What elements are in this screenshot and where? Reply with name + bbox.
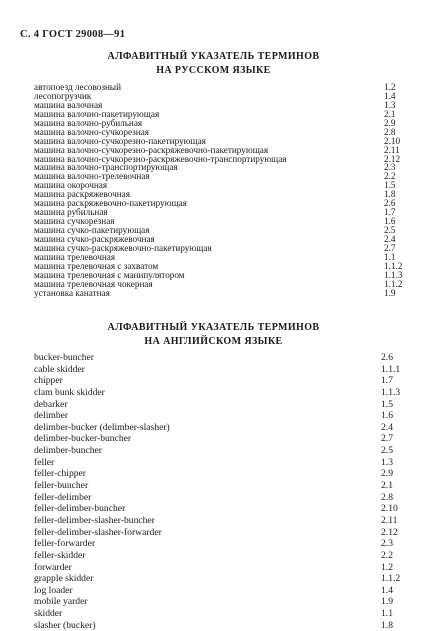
index-term: машина раскряжевочная xyxy=(34,189,130,200)
index-code: 1.8 xyxy=(381,619,393,631)
index-entry xyxy=(34,375,414,387)
index-entry xyxy=(34,562,414,574)
index-code: 2.11 xyxy=(381,514,398,526)
index-code: 2.11 xyxy=(384,144,400,155)
index-entry xyxy=(34,573,414,585)
index-term: машина трелевочная с манипулятором xyxy=(34,269,185,280)
index-entry xyxy=(34,596,414,608)
index-code: 1.1.1 xyxy=(381,363,401,375)
index-entry xyxy=(34,387,414,399)
index-term: машина сучкорезная xyxy=(34,216,115,227)
index-term: машина сучко-пакетирующая xyxy=(34,225,150,235)
index-code: 1.5 xyxy=(381,398,393,410)
index-code: 2.1 xyxy=(384,108,396,119)
index-term: машина валочно-рубильная xyxy=(34,117,143,128)
russian-index-title xyxy=(0,50,427,78)
index-code: 2.8 xyxy=(381,491,393,503)
index-entry xyxy=(34,468,414,480)
index-code: 1.4 xyxy=(384,90,396,101)
index-entry xyxy=(34,445,414,457)
index-code: 2.4 xyxy=(384,233,396,244)
index-entry xyxy=(34,364,414,376)
index-term: feller-delimber xyxy=(34,491,92,503)
english-index-list xyxy=(34,352,414,631)
index-term: машина окорочная xyxy=(34,180,108,191)
index-entry xyxy=(34,503,414,515)
index-entry xyxy=(34,399,414,411)
index-term: машина сучко-раскряжевочная xyxy=(34,233,155,244)
index-entry xyxy=(34,515,414,527)
index-term: feller-delimber-buncher xyxy=(34,503,126,515)
index-term: feller-delimber-slasher-buncher xyxy=(34,514,155,526)
index-term: машина валочно-транспортирующая xyxy=(34,162,178,173)
index-code: 1.6 xyxy=(381,410,393,422)
index-entry xyxy=(34,620,414,631)
index-code: 2.8 xyxy=(384,126,396,137)
index-term: машина сучко-раскряжевочно-пакетирующая xyxy=(34,242,212,253)
index-term: skidder xyxy=(34,608,63,620)
index-term: машина раскряжевочно-пакетирующая xyxy=(34,198,187,209)
index-code: 2.9 xyxy=(381,468,393,480)
index-term: машина валочная xyxy=(34,99,103,110)
index-code: 1.6 xyxy=(384,216,396,227)
index-term: машина трелевочная xyxy=(34,251,116,262)
index-code: 2.12 xyxy=(381,526,398,538)
index-entry xyxy=(34,492,414,504)
index-code: 2.5 xyxy=(384,225,396,235)
index-code: 1.1.3 xyxy=(381,386,401,398)
index-term: установка канатная xyxy=(34,287,110,298)
index-code: 1.2 xyxy=(384,82,396,92)
index-term: delimber xyxy=(34,410,69,422)
index-entry xyxy=(34,585,414,597)
index-term: delimber-buncher xyxy=(34,445,102,457)
index-entry xyxy=(34,352,414,364)
index-term: автопоезд лесовозный xyxy=(34,82,121,92)
index-code: 2.3 xyxy=(381,538,393,550)
russian-index-title-line1: АЛФАВИТНЫЙ УКАЗАТЕЛЬ ТЕРМИНОВ xyxy=(107,51,320,62)
index-entry xyxy=(34,433,414,445)
index-term: feller-skidder xyxy=(34,549,86,561)
index-term: feller-delimber-slasher-forwarder xyxy=(34,526,162,538)
index-code: 1.1 xyxy=(384,251,396,262)
index-term: лесопогрузчик xyxy=(34,90,92,101)
index-entry xyxy=(34,550,414,562)
index-code: 2.1 xyxy=(381,480,393,492)
index-term: debarker xyxy=(34,398,68,410)
index-term: машина валочно-сучкорезная xyxy=(34,126,150,137)
index-term: forwarder xyxy=(34,561,72,573)
index-term: feller-buncher xyxy=(34,480,89,492)
index-code: 2.10 xyxy=(384,135,401,146)
index-code: 1.7 xyxy=(381,375,393,387)
index-code: 2.4 xyxy=(381,421,393,433)
russian-index-title-line2: НА РУССКОМ ЯЗЫКЕ xyxy=(156,65,271,76)
index-term: mobile yarder xyxy=(34,596,88,608)
index-term: slasher (bucker) xyxy=(34,619,96,631)
index-code: 1.1.3 xyxy=(384,269,403,280)
index-code: 2.9 xyxy=(384,117,396,128)
russian-index-list xyxy=(34,83,414,298)
index-code: 1.9 xyxy=(381,596,393,608)
index-entry xyxy=(34,422,414,434)
index-term: машина рубильная xyxy=(34,207,108,218)
index-entry xyxy=(34,527,414,539)
index-term: grapple skidder xyxy=(34,573,94,585)
index-term: delimber-bucker (delimber-slasher) xyxy=(34,421,170,433)
index-code: 2.3 xyxy=(384,162,396,173)
index-term: bucker-buncher xyxy=(34,352,95,363)
index-code: 1.7 xyxy=(384,207,396,218)
index-term: машина трелевочная чокерная xyxy=(34,278,153,289)
index-code: 1.5 xyxy=(384,180,396,191)
index-entry xyxy=(34,289,414,298)
index-entry xyxy=(34,480,414,492)
index-entry xyxy=(34,457,414,469)
index-code: 2.6 xyxy=(381,352,393,363)
index-code: 2.12 xyxy=(384,153,401,164)
index-code: 1.1 xyxy=(381,608,393,620)
english-index-title-line1: АЛФАВИТНЫЙ УКАЗАТЕЛЬ ТЕРМИНОВ xyxy=(107,322,320,333)
index-term: машина валочно-трелевочная xyxy=(34,171,150,182)
index-entry xyxy=(34,83,414,92)
index-term: машина трелевочная с захватом xyxy=(34,260,159,271)
english-index-title-line2: НА АНГЛИЙСКОМ ЯЗЫКЕ xyxy=(144,336,283,347)
index-code: 1.4 xyxy=(381,584,393,596)
index-term: машина валочно-сучкорезно-раскряжевочно-пакетирующая xyxy=(34,144,269,155)
index-code: 1.9 xyxy=(384,287,396,298)
index-term: log loader xyxy=(34,584,73,596)
index-term: chipper xyxy=(34,375,63,387)
index-term: cable skidder xyxy=(34,363,85,375)
index-code: 2.7 xyxy=(384,242,396,253)
index-code: 2.2 xyxy=(381,549,393,561)
index-code: 1.3 xyxy=(381,456,393,468)
index-entry xyxy=(34,608,414,620)
index-code: 2.7 xyxy=(381,433,393,445)
index-term: delimber-bucker-buncher xyxy=(34,433,132,445)
index-entry xyxy=(34,410,414,422)
index-code: 2.5 xyxy=(381,445,393,457)
index-code: 1.3 xyxy=(384,99,396,110)
index-term: машина валочно-пакетирующая xyxy=(34,108,160,119)
english-index-title xyxy=(0,321,427,349)
index-code: 1.2 xyxy=(381,561,393,573)
index-term: машина валочно-сучкорезно-раскряжевочно-транспортирующая xyxy=(34,153,287,164)
index-entry xyxy=(34,538,414,550)
index-code: 2.6 xyxy=(384,198,396,209)
index-term: feller-chipper xyxy=(34,468,87,480)
index-term: feller xyxy=(34,456,55,468)
page-header: С. 4 ГОСТ 29008—91 xyxy=(20,29,126,40)
index-code: 1.1.2 xyxy=(384,260,403,271)
index-code: 2.2 xyxy=(384,171,396,182)
index-term: clam bunk skidder xyxy=(34,386,105,398)
index-code: 1.1.2 xyxy=(384,278,403,289)
index-code: 2.10 xyxy=(381,503,398,515)
index-code: 1.1.2 xyxy=(381,573,401,585)
index-term: feller-forwarder xyxy=(34,538,96,550)
index-code: 1.8 xyxy=(384,189,396,200)
index-term: машина валочно-сучкорезно-пакетирующая xyxy=(34,135,206,146)
